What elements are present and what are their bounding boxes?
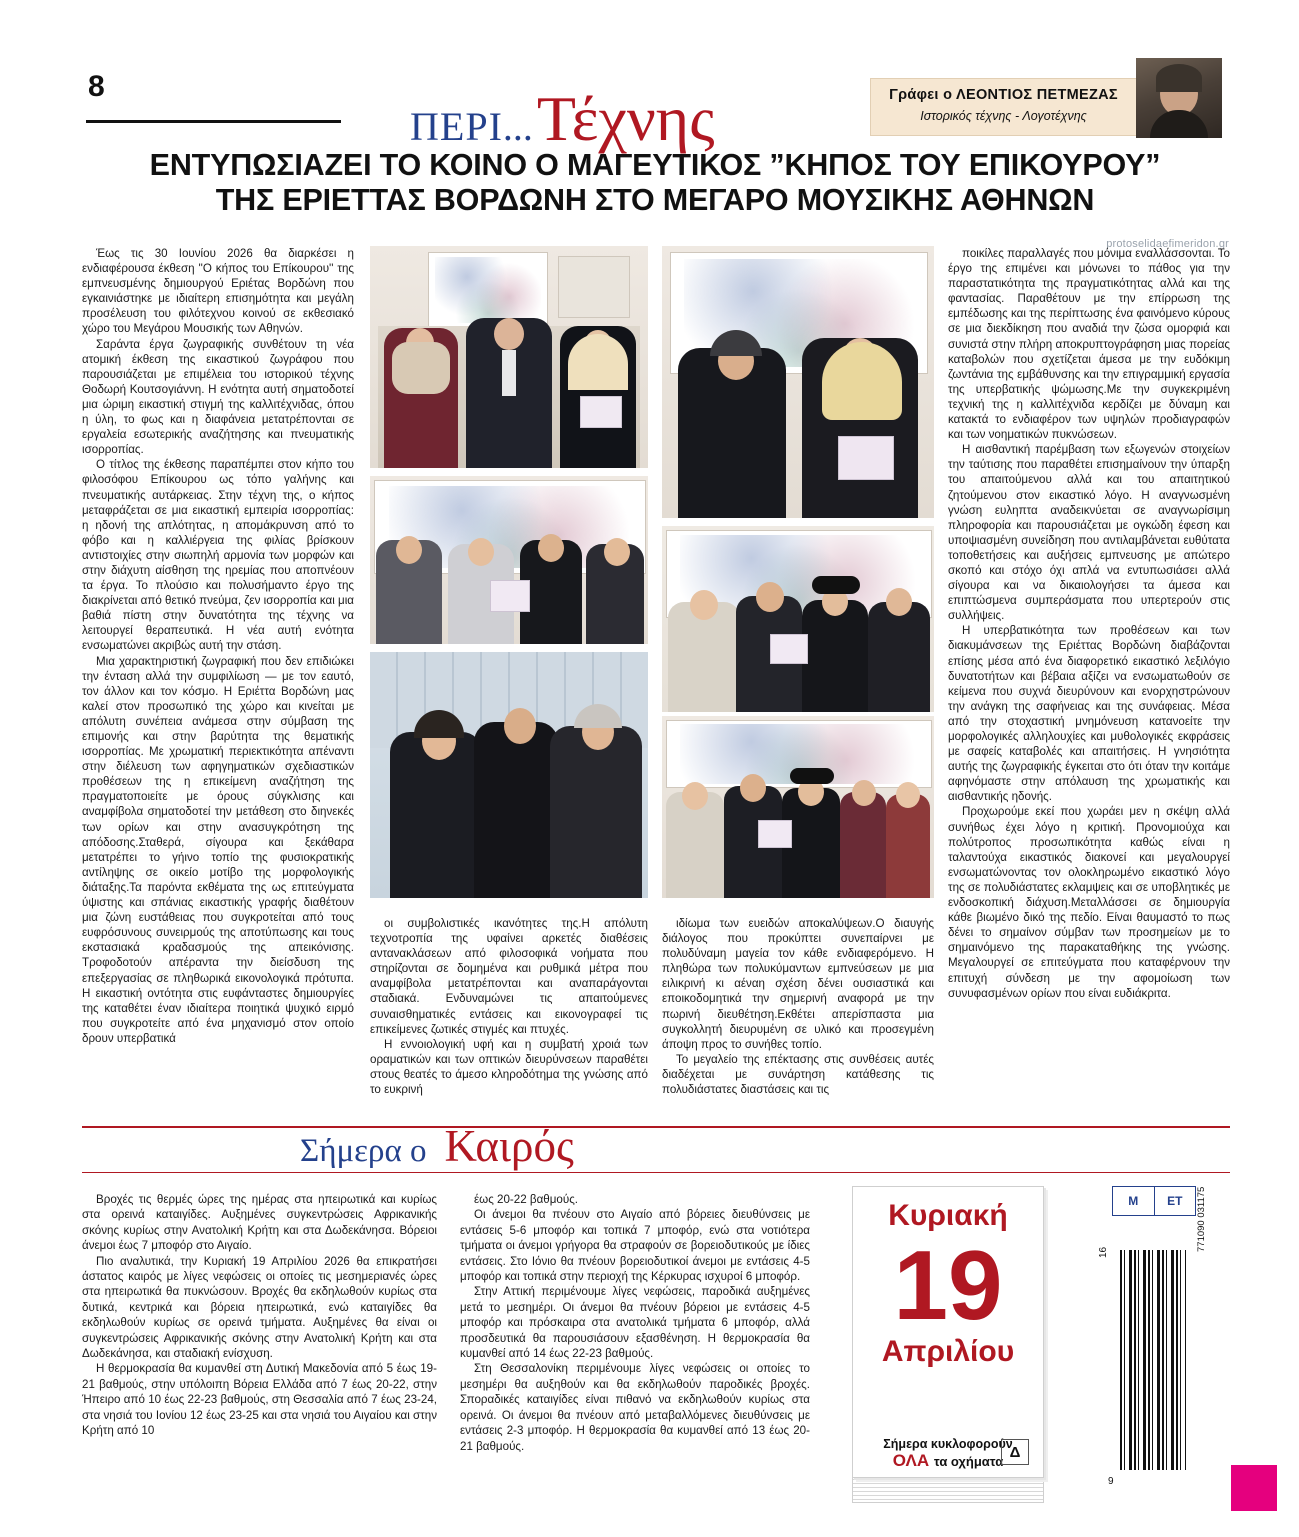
paragraph: Στην Αττική περιμένουμε λίγες νεφώσεις, παροδικά αυξημένες μετά το μεσημέρι. Οι άνεμοι θα πνέουν βόρειοι με εντάσεις 4-5 μποφόρ και πρόσκαιρα στα ανατολικά τμήματα 6 μποφόρ, αλλά προσδευτικά θα παρουσιάσουν εξασθένηση. Η θερμοκρασία θα κυμανθεί από 14 έως 22-23 βαθμούς.	[460, 1285, 810, 1361]
watermark-text: protoselidaefimeridon.gr	[1106, 238, 1229, 250]
barcode	[1120, 1250, 1186, 1470]
barcode-side-number: 16	[1098, 1246, 1109, 1258]
met-logo-right: ΕΤ	[1167, 1194, 1183, 1208]
calendar-month: Απριλίου	[881, 1335, 1015, 1368]
paragraph: Βροχές τις θερμές ώρες της ημέρας στα ηπειρωτικά και κυρίως στα ορεινά καταιγίδες. Αυξημένες συγκεντρώσεις Αφρικανικής σκόνης κυρίως στην Ανατολική Κρήτη και στα Δωδεκάνησα. Βόρειοι άνεμοι έως 7 μποφόρ στο Αιγαίο.	[82, 1193, 437, 1253]
byline-role: Ιστορικός τέχνης - Λογοτέχνης	[920, 109, 1087, 123]
weather-divider-bottom	[82, 1172, 1230, 1173]
paragraph: Στη Θεσσαλονίκη περιμένουμε λίγες νεφώσεις οι οποίες το μεσημέρι θα αυξηθούν και θα εκδηλωθούν παροδικές βροχές. Σποραδικές καταιγίδες είναι πιθανό να εκδηλωθούν κυρίως στα ορεινά. Οι άνεμοι θα πνέουν από μεταβαλλόμενες διευθύνσεις με εντάσεις 2-3 μποφόρ. Η θερμοκρασία θα κυμανθεί από 13 έως 20-21 βαθμούς.	[460, 1362, 810, 1453]
masthead-rule	[86, 120, 341, 123]
page-number: 8	[88, 70, 105, 103]
photo-three-guests-gallery	[370, 246, 648, 468]
paragraph: Προχωρούμε εκεί που χωράει μεν η σκέψη αλλά συνήθως έχει λόγο η κριτική. Προνομιούχα και πολύτροπος προσωπικότητα καθώς είναι η ταλαντούχα εικαστικός διακονεί και μεγαλουργεί ενσωματώνοντας τον ολοκληρωμένο εικαστικό λόγο της σε πολυδιάστατες εκλαμψεις και σε υποβλητικές με ενδοσκοπική διάχυση.Μεταλλάσσει σε δημιουργία κάθε βιωμένο δικό της πεδίο. Είναι θαυμαστό το πως δένει το σημαίνον σύμβαν των προσημείων με το σημαινόμενο της παρακαταθήκης της γνώσης. Μεγαλουργεί σε επιτεύγματα που καταφέρνουν την επιτυχή σύνδεση με την αφομοίωση των συνυφασμένων ορίων που είναι ευδιάκριτα.	[948, 805, 1230, 1000]
byline-author: Γράφει ο ΛΕΟΝΤΙΟΣ ΠΕΤΜΕΖΑΣ	[889, 87, 1118, 103]
weather-divider-top	[82, 1126, 1230, 1128]
weather-title-part2: Καιρός	[444, 1121, 574, 1171]
paragraph: Πιο αναλυτικά, την Κυριακή 19 Απριλίου 2026 θα επικρατήσει άστατος καιρός με λίγες νεφώσεις οι οποίες τις μεσημεριανές ώρες στα ηπειρωτικά θα πυκνώσουν. Βροχές θα εκδηλωθούν κυρίως στα δυτικά, κεντρικά και βόρεια ηπειρωτικά, ενώ καταιγίδες θα εκδηλωθούν κυρίως σε ορεινά τμήματα. Αυξημένες θα είναι οι συγκεντρώσεις Αφρικανικής σκόνης στην Ανατολική Κρήτη και στα Δωδεκάνησα, και σταδιακή ενίσχυση.	[82, 1254, 437, 1361]
section-title-dots: ...	[502, 104, 533, 149]
weather-column-right	[460, 1192, 810, 1454]
photo-group-five-exhibition	[662, 716, 934, 898]
paragraph: Μια χαρακτηριστική ζωγραφική που δεν επιδιώκει την ένταση αλλά την συμφιλίωση — με τον εαυτό, τον άλλον και τον κόσμο. Η Εριέττα Βορδώνη μας καλεί στον προσωπικό της χώρο και κινείται με απόλυτη συνέπεια ανάμεσα στην σύμβαση της επιμονής και στην βαρύτητα της θεματικής ισορροπίας. Με χρωματική περιεκτικότητα απέναντι στην διέλευση των αφηγηματικών σχεδιαστικών προθέσεων της η επικείμενη αναζήτηση της πραγματοποιείτε με όρους σύγκλισης και αναμφίβολα σηματοδοτεί την μετάθεση στο διηνεκές των ορίων και στην ανασυγκρότηση της απόδοσης.Σταθερά, σίγουρα και ξεκάθαρα μετατρέπει το γήινο τοπίο της φυσιοκρατικής αντίληψης σε οικείο μοτίβο της μορφολογικής διάταξης.Τα παρόντα εκθέματα της ως επιτεύγματα ύψιστης και σπάνιας εικαστικής γραφής διαθέτουν μια ζώνη ευστάθειας που συγκροτείται από τους ευφρόσυνους συνειρμούς της αποτύπωσης και τους εκστασιακά κραδασμούς της απεικόνισης. Τροφοδοτούν απέραντα την διείσδυση της επεξεργασίας σε πληθωρικά εικονολογικά πρότυπα. Η εικαστική οντότητα στις ευφάνταστες δημιουργίες της καταθέτει έναν ιδιαίτερα ποιητικά ψυχικό ειρμό που συγκροτείτε από ένα μηχανισμό στον οποίο δρουν υπερβατικά	[82, 654, 354, 1045]
headline-line-1: ΕΝΤΥΠΩΣΙΑΖΕΙ ΤΟ ΚΟΙΝΟ Ο ΜΑΓΕΥΤΙΚΟΣ ”ΚΗΠΟΣ ΤΟΥ ΕΠΙΚΟΥΡΟΥ”	[149, 148, 1161, 182]
paragraph: οι συμβολιστικές ικανότητες της.Η απόλυτη τεχνοτροπία της υφαίνει αρκετές διαθέσεις αντανακλάσεων από φιλοσοφικά νοήματα που στηρίζονται σε δομημένα και ρυθμικά μέτρα που αναμφίβολα μετατρέπονται και αναπαράγονται σταδιακά. Ενδυναμώνει τις απαιτούμενες συναισθηματικές εντάσεις και εικονογραφεί τις επικείμενες ζωτικές στιγμές και πτυχές.	[370, 917, 648, 1036]
paragraph: Ο τίτλος της έκθεσης παραπέμπει στον κήπο του φιλοσόφου Επίκουρου ως τόπο γαλήνης και πνευματικής αυτάρκειας. Στην τέχνη της, ο κήπος μεταφράζεται σε μια εικαστική εμπειρία ισορροπίας: η ηδονή της απλότητας, η απομάκρυνση από το φόβο και η καλλιέργεια της φιλίας βρίσκουν αντιστοιχίες στην σιωπηλή αρμονία των μορφών και στην διάχυτη αίσθηση της ηρεμίας που αποπνέουν τα έργα. Το πλούσιο και πολυσήμαντο έργο της διακρίνεται από θετικό πνεύμα, ζεν ισορροπία και μια βαθιά πίστη στην δυνατότητα της τέχνης να λειτουργεί θεραπευτικά. Η νέα αυτή ενότητα ενσωματώνει ακριβώς αυτή την στάση.	[82, 458, 354, 653]
paragraph: έως 20-22 βαθμούς.	[474, 1193, 578, 1206]
paragraph: Οι άνεμοι θα πνέουν στο Αιγαίο από βόρειες διευθύνσεις με εντάσεις 5-6 μποφόρ και τοπικά 7 μποφόρ, ενώ στα νοτιότερα τμήματα οι άνεμοι γρήγορα θα στραφούν σε βορειοδυτικούς με ίδιες εντάσεις. Στο Ιόνιο θα πνέουν βορειοδυτικοί άνεμοι με εντάσεις 4-5 μποφόρ και τοπικά στην περιοχή της Κέρκυρας ισχυροί 6 μποφόρ.	[460, 1208, 810, 1284]
weather-title-part1: Σήμερα ο	[300, 1133, 427, 1169]
paragraph: Το μεγαλείο της επέκτασης στις συνθέσεις αυτές διαδέχεται με συνάρτηση κατάθεσης τις πολυδιάστατες διαστάσεις και τις	[662, 1052, 934, 1097]
traffic-note-line1: Σήμερα κυκλοφορούν	[883, 1437, 1013, 1451]
weather-column-left	[82, 1192, 437, 1439]
paragraph: Η αισθαντική παρέμβαση των εξωγενών στοιχείων την ταύτισης που παραθέτει επισημαίνουν την ύπαρξη του απαιτούμενου αλλά και του απαιτητικού ζητούμενου στον εικαστικό λόγο. Η αναγνωσμένη γνώση ευληπτα αναδεικνύεται σε αναγνωρίσιμη πληροφορία και παρουσιάζεται με ογκώδη έφεση και υποψιασμένη συνείδηση που αντιλαμβάνεται ευθύτατα τοποθετήσεις και αυξήσεις εμπνευσης με απώτερο σκοπό και στόχο όχι απλά να εντυπωσιάσει αλλά σίγουρα και να δικαιολογήσει τα άμεσα και επιπτώσμενα συμπεράσματα που υπερτερούν στις συλλήψεις.	[948, 443, 1230, 623]
page-title	[80, 148, 1230, 218]
weather-section-title	[300, 1120, 574, 1172]
paragraph: ποικίλες παραλλαγές που μόνιμα εναλλάσσονται. Το έργο της επιμένει και μόνωνει το πάθος για την παραστατικότητα της πραγματικότητας αλλά και της φαντασίας. Παραθέτουν με την επίρρωση της εμπέδωσης και της περίπτωσης ένα φαινόμενο κύρους σε μια διεκδίκηση που αναδιά την ζώσα ομορφιά και συνιστά στην πλήρη αποκρυπτογράφηση μιας πορείας καταβολών που σχετίζεται άμεσα με την ευδόκιμη ζωντάνια της εμβάθυνσης και την επιγραμμική εργασία της υπερβατικής ψώμωσης.Με την συγκεκριμένη τεχνική της η καλλιτέχνιδα κερδίζει με δύναμη και κατακτά το ενδιαφέρον των υψηλών προδιαγραφών και των νοηματικών πυκνώσεων.	[948, 247, 1230, 442]
author-portrait	[1136, 58, 1222, 138]
barcode-left-digit: 9	[1108, 1476, 1114, 1487]
met-logo	[1112, 1186, 1196, 1216]
calendar-block	[852, 1186, 1044, 1478]
section-title	[410, 82, 715, 156]
barcode-main-number: 771090 031175	[1196, 1186, 1207, 1252]
article-column-left	[82, 246, 354, 1046]
traffic-vehicles-label: τα οχήματα	[933, 1454, 1004, 1469]
calendar-day-name: Κυριακή	[888, 1199, 1008, 1232]
photo-group-four-hats	[662, 526, 934, 712]
paragraph: Η υπερβατικότητα των προθέσεων και των διακυμάνσεων της Εριέττας Βορδώνη διαβάζονται επίσης μέσα από ένα διαφορετικό εικαστικό λεξιλόγιο δυνατοτήτων και βέβαια αξίζει να ενσωματωθούν σε κείμενα που συχνά διευρύνουν και ενορχηστρώνουν την ανάγκη της σαφήνειας και της συνάφειας. Μέσα από την στοχαστική μνημόνευση κατανοείτε την μορφολογικές αλληλουχίες και μυθολογικές εκφράσεις με σαφείς καταβολές και απαιτήσεις. Η γνησιότητα αυτής της ζωγραφικής έγκειται στο ότι όταν την κοιτάμε αφηνόμαστε στην απόλαυση της χρωματικής και αισθαντικής ηδονής.	[948, 624, 1230, 804]
photo-couple-artwork	[662, 246, 934, 518]
article-column-b	[370, 916, 648, 1097]
paragraph: Η θερμοκρασία θα κυμανθεί στη Δυτική Μακεδονία από 5 έως 19-21 βαθμούς, στην υπόλοιπη Βόρεια Ελλάδα από 7 έως 20-22, στην Ήπειρο από 10 έως 22-23 βαθμούς, στη Θεσσαλία από 7 έως 23-24, στα νησιά του Ιονίου 12 έως 23-25 και στα νησιά του Αιγαίου και στην Κρήτη από 10	[82, 1362, 437, 1438]
delta-badge: Δ	[1001, 1439, 1029, 1465]
article-column-right	[948, 246, 1230, 1001]
paragraph: ιδίωμα των ευειδών αποκαλύψεων.Ο διαυγής διάλογος που προκύπτει συνεπαίρνει με πολυδύναμη μαγεία τον κάθε ενδιαφερόμενο. Η πληθώρα των πολυκύμαντων εμπνεύσεων με μια ειλικρινή κι αέναη σχέση δένει ουσιαστικά και εποικοδομητικά την σημερινή αναφορά με την πωρινή διευθέτηση.Εκθέτει απερίσπαστα μια συγκολλητή διευρυμένη σε υλικό και προσεγμένη άποψη προς το συνήθες τοπίο.	[662, 917, 934, 1051]
paragraph: Έως τις 30 Ιουνίου 2026 θα διαρκέσει η ενδιαφέρουσα έκθεση ''Ο κήπος του Επίκουρου'' της εμπνευσμένης δημιουργού Εριέτας Βορδώνη που εγκαινιάστηκε με ιδιαίτερη επισημότητα και μεγάλη προσέλευση του φιλότεχνου κοινού σε εκθεσιακό χώρο του Μεγάρου Μουσικής των Αθηνών.	[82, 247, 354, 336]
photo-three-people-foyer	[370, 652, 648, 898]
section-title-part2: Τέχνης	[536, 83, 715, 154]
byline-box	[870, 78, 1137, 136]
color-registration-mark	[1231, 1465, 1277, 1511]
headline-line-2: ΤΗΣ ΕΡΙΕΤΤΑΣ ΒΟΡΔΩΝΗ ΣΤΟ ΜΕΓΑΡΟ ΜΟΥΣΙΚΗΣ ΑΘΗΝΩΝ	[215, 183, 1095, 217]
photo-four-guests-painting	[370, 476, 648, 644]
paragraph: Η εννοιολογική υφή και η συμβατή χροιά των οραματικών και των οπτικών διευρύνσεων παραθέτει στους θεατές το άμεσο κληροδότημα της γνώσης από το ευκρινή	[370, 1037, 648, 1097]
calendar-day-number: 19	[893, 1230, 1003, 1340]
traffic-all-label: ΟΛΑ	[892, 1451, 930, 1470]
section-title-part1: ΠΕΡΙ	[410, 104, 503, 149]
paragraph: Σαράντα έργα ζωγραφικής συνθέτουν τη νέα ατομική έκθεση της εικαστικού ζωγράφου που παρουσιάζεται με επιμέλεια του ιστορικού τέχνης Θοδωρή Κουτσογιάννη. Η ενότητα αυτή σηματοδοτεί μια ώριμη εικαστική στιγμή της καλλιτέχνιδας, όπου η ύλη, το φως και η διαφάνεια μετατρέπονται σε εργαλεία εσωτερικής αναζήτησης και πνευματικής ισορροπίας.	[82, 337, 354, 457]
calendar-page-stack	[852, 1476, 1044, 1503]
met-logo-left: Μ	[1128, 1194, 1139, 1208]
article-column-c	[662, 916, 934, 1097]
